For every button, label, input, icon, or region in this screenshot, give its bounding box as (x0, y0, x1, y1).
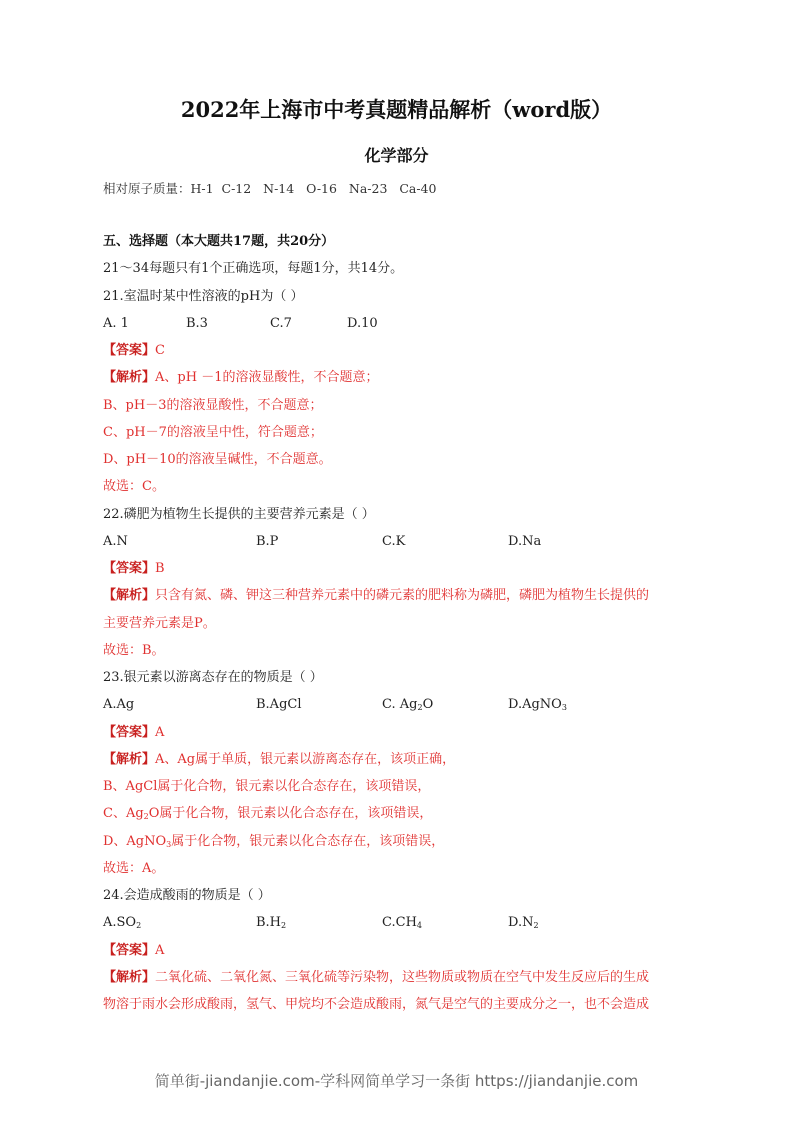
option-a (103, 691, 134, 718)
option-text: A.SO (103, 915, 137, 931)
analysis-text: B、pH－3的溶液显酸性，不合题意； (103, 397, 323, 413)
option-text: C. Ag (382, 697, 418, 713)
option-text: B.H (256, 915, 282, 931)
analysis-line (103, 800, 703, 827)
question-stem: 24.会造成酸雨的物质是（ ） (103, 888, 271, 903)
analysis-text-subscript: 2 (143, 812, 149, 822)
analysis-line (103, 419, 703, 446)
analysis-line (103, 773, 703, 800)
option-d (347, 310, 378, 337)
analysis-line (103, 610, 703, 637)
option-text-subscript: 2 (281, 921, 287, 931)
analysis-tag: 【解析】 (103, 370, 156, 386)
option-text: D.AgNO (508, 697, 562, 713)
analysis-text: 物溶于雨水会形成酸雨，氢气、甲烷均不会造成酸雨，氮气是空气的主要成分之一，也不会造成 (103, 997, 650, 1012)
option-c (382, 528, 405, 555)
answer-tag: 【答案】 (103, 561, 156, 576)
question-stem: 21.室温时某中性溶液的pH为（ ） (103, 288, 304, 304)
analysis-text: B、AgCl属于化合物，银元素以化合态存在，该项错误， (103, 779, 431, 794)
options-row (103, 528, 703, 555)
answer-line (103, 719, 703, 746)
atomic-masses: 相对原子质量：H-1 C-12 N-14 O-16 Na-23 Ca-40 (103, 181, 437, 196)
option-b (186, 310, 208, 337)
analysis-tag: 【解析】 (103, 588, 156, 604)
analysis-text: 故选：C。 (103, 479, 165, 495)
analysis-line (103, 964, 703, 991)
analysis-line (103, 582, 703, 609)
option-b (256, 909, 286, 939)
analysis-text: 主要营养元素是P。 (103, 615, 216, 631)
analysis-text: D、AgNO (103, 833, 167, 849)
document-title: 2022年上海市中考真题精品解析（word版） (180, 97, 613, 122)
answer-value: C (155, 343, 165, 358)
answer-line (103, 555, 703, 582)
footer-watermark: 简单街-jiandanjie.com-学科网简单学习一条街 https://jiandanjie.com (154, 1072, 639, 1090)
analysis-line (103, 828, 703, 855)
option-text: D.Na (508, 533, 542, 549)
document-body (103, 228, 703, 1018)
option-text: A.Ag (103, 697, 135, 713)
option-a (103, 528, 128, 555)
document-subtitle: 化学部分 (364, 146, 429, 165)
options-row (103, 909, 703, 936)
analysis-line (103, 746, 703, 773)
section-instruction: 21～34每题只有1个正确选项，每题1分，共14分。 (103, 261, 404, 277)
answer-tag: 【答案】 (103, 343, 156, 358)
analysis-text: A、Ag属于单质，银元素以游离态存在，该项正确， (155, 751, 456, 767)
option-text-subscript: 4 (416, 921, 422, 931)
analysis-text-subscript: 3 (166, 839, 172, 849)
analysis-line (103, 473, 703, 500)
analysis-line (103, 364, 703, 391)
question-stem: 22.磷肥为植物生长提供的主要营养元素是（ ） (103, 506, 375, 522)
analysis-text: 二氧化硫、二氧化氮、三氧化硫等污染物，这些物质或物质在空气中发生反应后的生成 (155, 969, 650, 985)
analysis-line (103, 446, 703, 473)
option-d (508, 691, 567, 721)
analysis-text: 故选：A。 (103, 860, 165, 876)
option-d (508, 528, 541, 555)
answer-value: A (155, 942, 165, 958)
analysis-line (103, 392, 703, 419)
analysis-text: 只含有氮、磷、钾这三种营养元素中的磷元素的肥料称为磷肥，磷肥为植物生长提供的 (155, 588, 650, 604)
option-c (382, 909, 422, 939)
analysis-text: C、pH－7的溶液呈中性，符合题意； (103, 424, 323, 440)
question-list (103, 283, 703, 1019)
option-text: B.AgCl (256, 697, 302, 713)
option-a (103, 310, 129, 337)
option-c (382, 691, 433, 721)
analysis-text: 故选：B。 (103, 642, 165, 658)
option-text: D.N (508, 915, 534, 931)
options-row (103, 310, 703, 337)
analysis-text: 属于化合物，银元素以化合态存在，该项错误， (171, 833, 445, 849)
option-text-subscript: 2 (136, 921, 142, 931)
answer-line (103, 937, 703, 964)
answer-value: A (155, 724, 165, 740)
option-a (103, 909, 141, 939)
option-c (270, 310, 292, 337)
option-b (256, 528, 278, 555)
option-text: D.10 (347, 315, 378, 331)
option-text-subscript: 3 (561, 703, 567, 713)
option-text: B.P (256, 533, 279, 549)
analysis-tag: 【解析】 (103, 969, 156, 985)
question-stem: 23.银元素以游离态存在的物质是（ ） (103, 670, 323, 685)
option-text: A.N (103, 533, 128, 549)
option-text: C.K (382, 533, 406, 549)
option-text: A. 1 (103, 315, 129, 331)
options-row (103, 691, 703, 718)
analysis-line (103, 637, 703, 664)
option-text-subscript: 2 (533, 921, 539, 931)
answer-line (103, 337, 703, 364)
option-text: O (422, 697, 434, 713)
option-d (508, 909, 539, 939)
answer-value: B (155, 561, 165, 576)
option-b (256, 691, 302, 718)
option-text: C.7 (270, 315, 292, 331)
option-text-subscript: 2 (417, 703, 423, 713)
answer-tag: 【答案】 (103, 942, 156, 958)
analysis-text: A、pH －1的溶液显酸性，不合题意； (155, 370, 379, 386)
answer-tag: 【答案】 (103, 724, 156, 740)
analysis-line (103, 991, 703, 1018)
analysis-text: C、Ag (103, 806, 144, 822)
section-heading: 五、选择题（本大题共17题，共20分） (103, 234, 335, 249)
option-text: C.CH (382, 915, 417, 931)
analysis-tag: 【解析】 (103, 751, 156, 767)
option-text: B.3 (186, 315, 208, 331)
analysis-text: O属于化合物，银元素以化合态存在，该项错误， (148, 806, 433, 822)
analysis-text: D、pH－10的溶液呈碱性，不合题意。 (103, 452, 332, 467)
analysis-line (103, 855, 703, 882)
